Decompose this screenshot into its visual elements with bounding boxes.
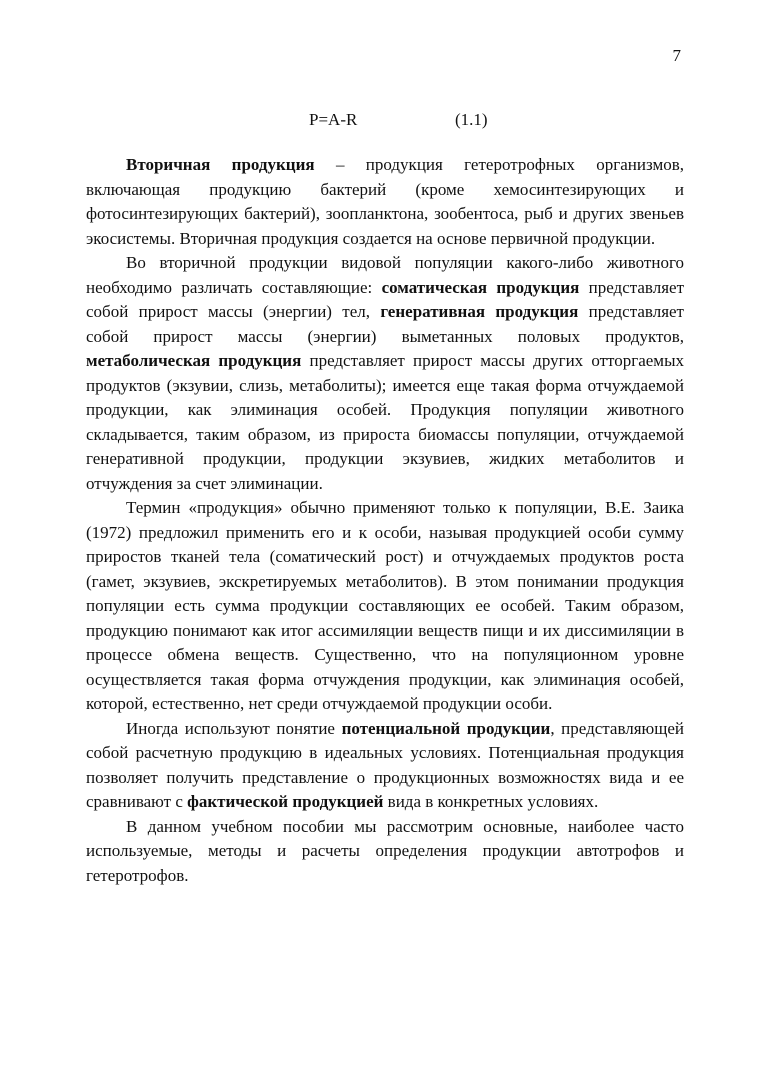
formula-number: (1.1)	[455, 110, 488, 129]
paragraph-text: Во вторичной продукции видовой популяции какого-либо животного необходимо различать составляющие:	[86, 253, 684, 297]
paragraph-manual-scope	[86, 815, 684, 889]
formula-expression: P=A-R	[309, 110, 358, 129]
paragraph-text: представляет собой прирост массы (энергии) выметанных половых продуктов,	[86, 302, 684, 346]
paragraph-text: Иногда используют понятие	[126, 718, 342, 738]
paragraph-text: – продукция гетеротрофных организмов, включающая продукцию бактерий (кроме хемосинтезирующих и фотосинтезирующих бактерий), зоопланктона, зообентоса, рыб и других звеньев экосистемы. Вторичная продукция создается на основе первичной продукции.	[86, 155, 684, 248]
term-generative-production: генеративная продукция	[380, 302, 579, 321]
page-number: 7	[672, 46, 681, 65]
term-metabolic-production: метаболическая продукция	[86, 351, 302, 370]
paragraph-production-components	[86, 251, 684, 496]
body-text	[86, 153, 684, 888]
term-secondary-production: Вторичная продукция	[126, 155, 315, 174]
paragraph-text: Термин «продукция» обычно применяют только к популяции, В.Е. Заика (1972) предложил применить его и к особи, называя продукцией особи сумму приростов тканей тела (соматический рост) и отчуждаемых продуктов роста (гамет, экзувиев, экскретируемых метаболитов). В этом понимании продукция популяции есть сумма продукции составляющих ее особей. Таким образом, продукцию понимают как итог ассимиляции веществ пищи и их диссимиляции в процессе обмена веществ. Существенно, что на популяционном уровне осуществляется такая форма отчуждения продукции, как элиминация особей, которой, естественно, нет среди отчуждаемой продукции особи.	[86, 498, 684, 713]
paragraph-text: В данном учебном пособии мы рассмотрим основные, наиболее часто используемые, методы и расчеты определения продукции автотрофов и гетеротрофов.	[86, 816, 684, 885]
paragraph-production-term	[86, 496, 684, 717]
term-potential-production: потенциальной продукции	[341, 718, 551, 738]
paragraph-secondary-production	[86, 153, 684, 251]
paragraph-text: , представляющей собой расчетную продукцию в идеальных условиях. Потенциальная продукция позволяет получить представление о продукционных возможностях вида и ее сравнивают с	[86, 718, 684, 811]
term-somatic-production: соматическая продукция	[381, 277, 580, 297]
paragraph-text: представляет собой прирост массы (энергии) тел,	[86, 277, 685, 321]
term-actual-production: фактической продукцией	[187, 792, 384, 811]
paragraph-potential-production	[86, 717, 684, 815]
formula-line	[0, 107, 763, 133]
paragraph-text: вида в конкретных условиях.	[383, 792, 599, 811]
paragraph-text: представляет прирост массы других отторгаемых продуктов (экзувии, слизь, метаболиты); имеется еще такая форма отчуждаемой продукции, как элиминация особей. Продукция популяции животного складывается, таким образом, из прироста биомассы популяции, отчуждаемой генеративной продукции, продукции экзувиев, жидких метаболитов и отчуждения за счет элиминации.	[86, 351, 684, 493]
